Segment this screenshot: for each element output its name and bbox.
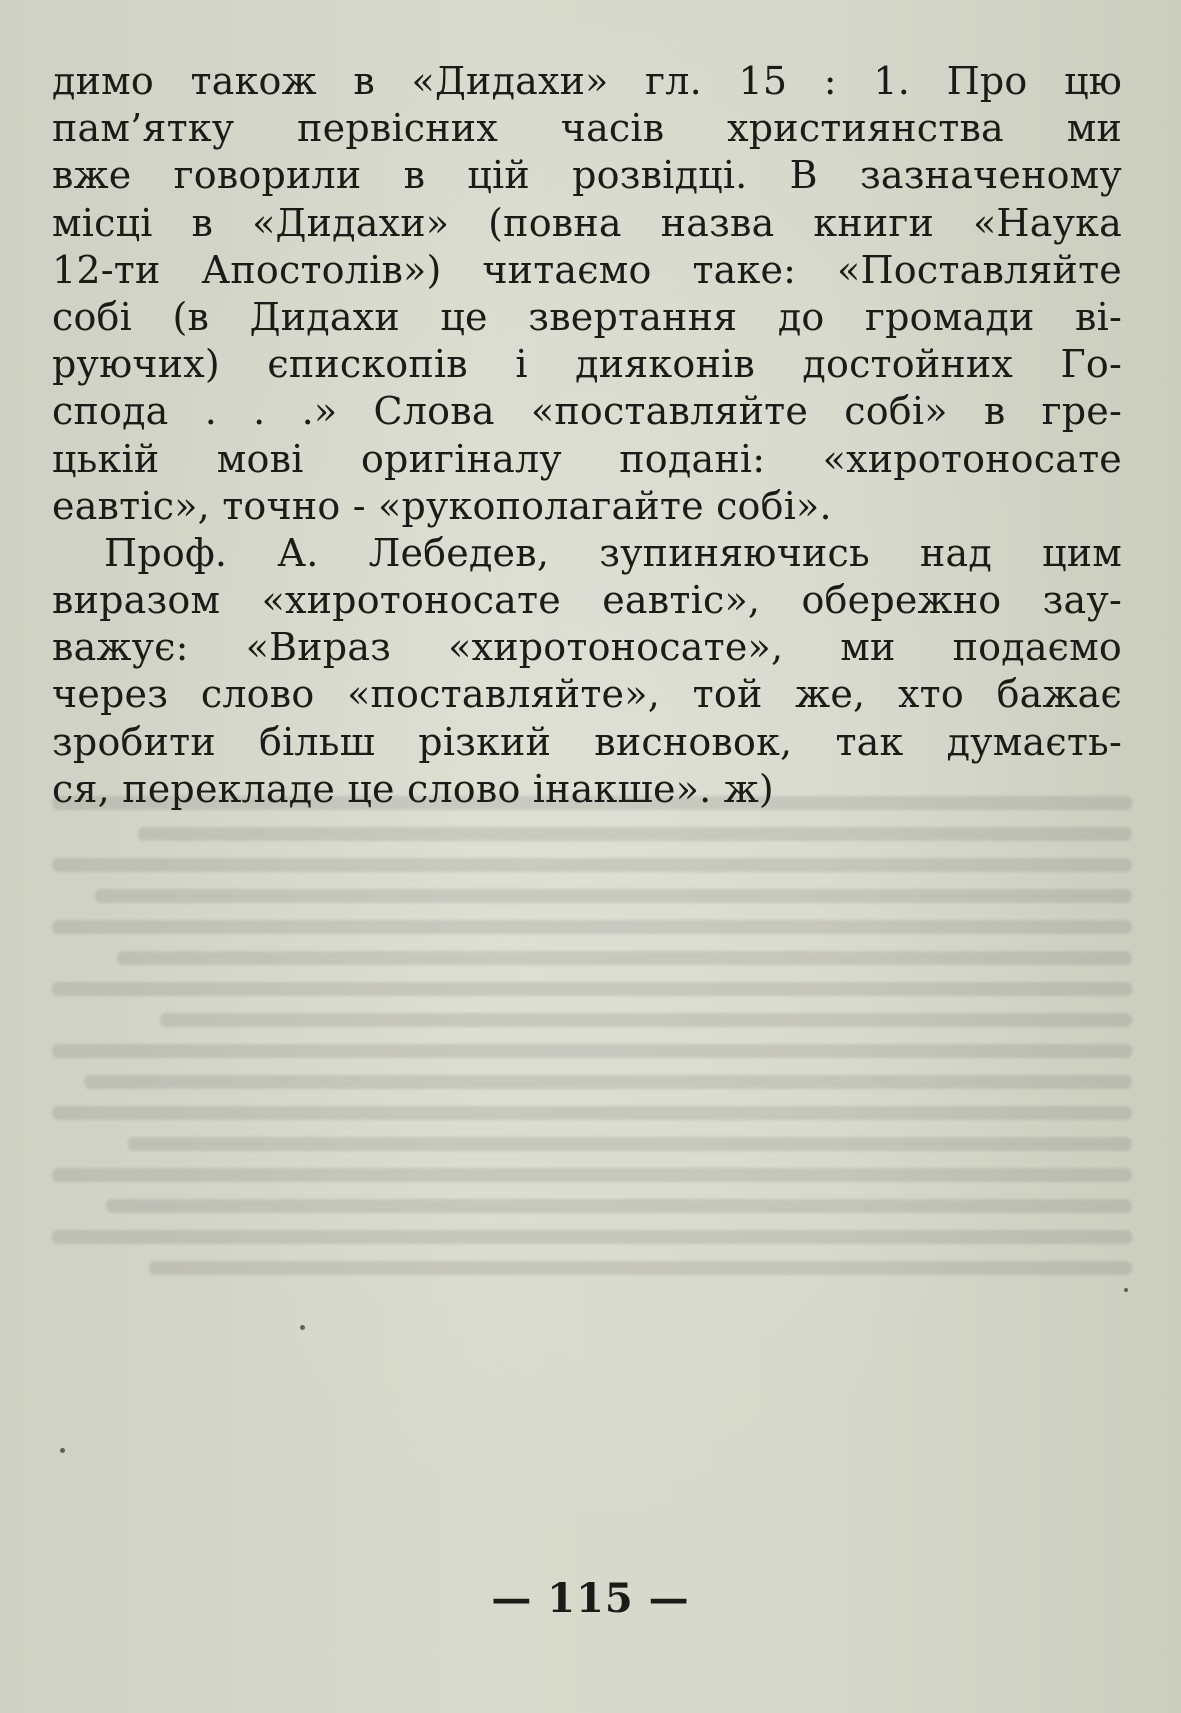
text-line: ся, перекладе це слово інакше». ж) — [52, 766, 774, 811]
text-line: вже говорили в цій розвідці. В зазначеному — [52, 153, 1122, 198]
paragraph-1 — [52, 58, 1122, 530]
text-line: цькій мові оригіналу подані: «хиротоносате — [52, 436, 1122, 481]
text-line: пам’ятку первісних часів християнства ми — [52, 106, 1122, 151]
body-text — [52, 58, 1122, 813]
paragraph-2 — [52, 530, 1122, 813]
text-line: димо також в «Дидахи» гл. 15 : 1. Про цю — [52, 59, 1122, 103]
text-line: зробити більш різкий висновок, так думаєть- — [52, 719, 1122, 764]
page-number: — 115 — — [491, 1575, 690, 1622]
ink-speck — [60, 1448, 65, 1453]
text-line: місці в «Дидахи» (повна назва книги «Наука — [52, 200, 1122, 245]
ink-speck — [300, 1325, 305, 1330]
text-line: Проф. А. Лебедев, зупиняючись над цим — [104, 530, 1122, 575]
show-through-text — [52, 780, 1132, 1560]
ink-speck — [1124, 1288, 1128, 1292]
text-line: руючих) єпископів і дияконів достойних Го- — [52, 342, 1122, 387]
text-line: спода . . .» Слова «поставляйте собі» в гре- — [52, 389, 1122, 434]
text-line: 12-ти Апостолів») читаємо таке: «Поставляйте — [52, 247, 1122, 292]
text-line: собі (в Дидахи це звертання до громади ві- — [52, 294, 1122, 339]
text-line: виразом «хиротоносате еавтіс», обережно зау- — [52, 578, 1122, 623]
text-line: важує: «Вираз «хиротоносате», ми подаємо — [52, 625, 1122, 670]
text-line: через слово «поставляйте», той же, хто бажає — [52, 672, 1122, 717]
text-line: еавтіс», точно - «рукополагайте собі». — [52, 483, 832, 528]
